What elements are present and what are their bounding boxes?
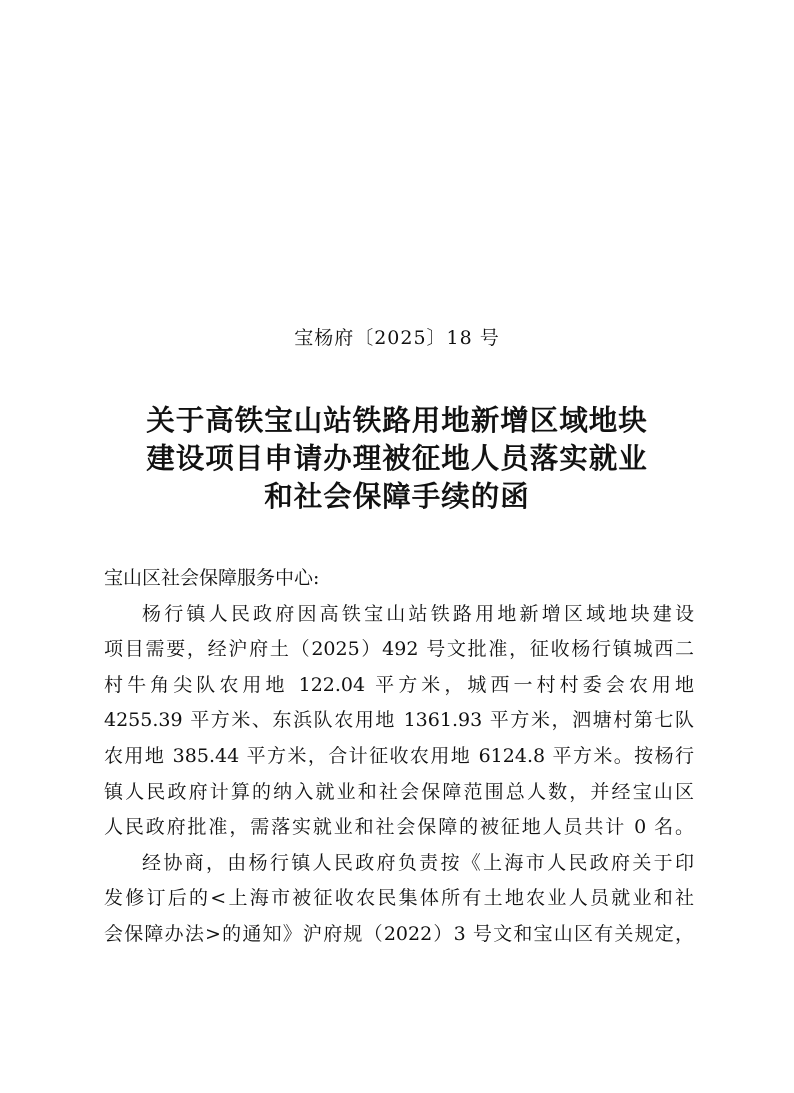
paragraph-line: 镇人民政府计算的纳入就业和社会保障范围总人数，并经宝山区 — [104, 780, 694, 803]
salutation: 宝山区社会保障服务中心: — [104, 567, 320, 589]
paragraph-line: 4255.39 平方米、东浜队农用地 1361.93 平方米，泗塘村第七队 — [104, 709, 694, 732]
document-title — [0, 402, 794, 516]
title-line: 关于高铁宝山站铁路用地新增区域地块 — [146, 404, 648, 437]
paragraph-line: 经协商，由杨行镇人民政府负责按《上海市人民政府关于印 — [142, 851, 694, 874]
document-body — [104, 561, 694, 953]
paragraph-line: 杨行镇人民政府因高铁宝山站铁路用地新增区域地块建设 — [142, 602, 694, 625]
title-line: 建设项目申请办理被征地人员落实就业 — [146, 442, 648, 475]
title-line: 和社会保障手续的函 — [264, 480, 530, 513]
paragraph-line: 会保障办法>的通知》沪府规（2022）3 号文和宝山区有关规定， — [104, 922, 694, 945]
paragraph-line: 发修订后的<上海市被征收农民集体所有土地农业人员就业和社 — [104, 887, 694, 910]
paragraph-line: 人民政府批准，需落实就业和社会保障的被征地人员共计 0 名。 — [104, 816, 694, 839]
paragraph-line: 项目需要，经沪府土（2025）492 号文批准，征收杨行镇城西二 — [104, 638, 694, 661]
paragraph-1 — [104, 597, 694, 846]
document-number: 宝杨府〔2025〕18 号 — [294, 327, 500, 349]
paragraph-line: 农用地 385.44 平方米，合计征收农用地 6124.8 平方米。按杨行 — [104, 744, 694, 767]
paragraph-2 — [104, 846, 694, 953]
paragraph-line: 村牛角尖队农用地 122.04 平方米，城西一村村委会农用地 — [104, 673, 694, 696]
